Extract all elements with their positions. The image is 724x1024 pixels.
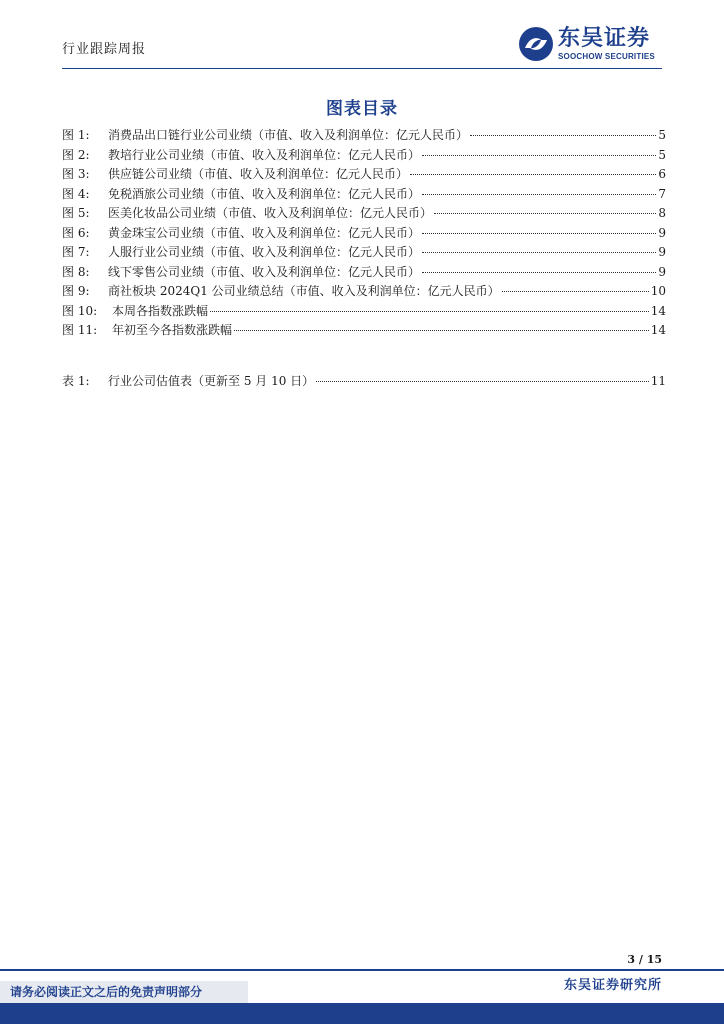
toc-entry-number: 图 11: [62, 323, 98, 337]
toc-entry-number: 图 4: [62, 186, 90, 201]
toc-entry-page: 5 [658, 128, 666, 142]
toc-leader-dots [422, 240, 656, 253]
toc-leader-dots [422, 143, 656, 156]
page-number: 3 / 15 [627, 953, 662, 966]
toc-entry-title: 教培行业公司业绩（市值、收入及利润单位：亿元人民币） [108, 147, 421, 162]
toc-entry-number: 图 6: [62, 225, 90, 240]
toc-entry-page: 10 [650, 284, 666, 298]
footer-bar [0, 1003, 724, 1024]
toc-entry-page: 14 [650, 323, 666, 337]
toc-leader-dots [470, 123, 656, 136]
toc-entry-number: 图 2: [62, 147, 90, 162]
toc-entry-figure-11[interactable] [62, 321, 666, 341]
toc-entry-page: 11 [650, 374, 666, 388]
toc-leader-dots [502, 279, 649, 292]
toc-entry-number: 图 1: [62, 128, 90, 142]
toc-leader-dots [434, 201, 656, 214]
toc-entry-number: 图 10: [62, 303, 98, 318]
toc-entry-page: 14 [650, 303, 666, 318]
toc-entry-title: 消费品出口链行业公司业绩（市值、收入及利润单位：亿元人民币） [108, 128, 469, 142]
toc-entry-number: 图 7: [62, 245, 90, 259]
toc-leader-dots [410, 162, 656, 175]
toc-leader-dots [210, 299, 649, 312]
toc-entry-title: 商社板块 2024Q1 公司业绩总结（市值、收入及利润单位：亿元人民币） [108, 284, 500, 298]
toc-entry-page: 9 [658, 264, 666, 279]
toc-entry-title: 黄金珠宝公司业绩（市值、收入及利润单位：亿元人民币） [108, 225, 421, 240]
report-type: 行业跟踪周报 [62, 42, 147, 57]
toc-leader-dots [316, 369, 649, 382]
toc-leader-dots [234, 318, 649, 331]
toc-entry-title: 本周各指数涨跌幅 [112, 303, 209, 318]
toc-entry-number: 图 5: [62, 206, 90, 220]
toc-entry-title: 医美化妆品公司业绩（市值、收入及利润单位：亿元人民币） [108, 206, 433, 220]
soochow-logo-icon [518, 26, 554, 62]
logo-english-name: SOOCHOW SECURITIES [558, 52, 655, 61]
header-divider [62, 68, 662, 69]
toc-entry-title: 年初至今各指数涨跌幅 [112, 323, 233, 337]
disclaimer-text: 请务必阅读正文之后的免责声明部分 [10, 985, 203, 999]
toc-entry-title: 行业公司估值表（更新至 5 月 10 日） [108, 374, 315, 388]
toc-entry-number: 图 9: [62, 284, 90, 298]
toc-entry-page: 9 [658, 245, 666, 259]
toc-entry-page: 9 [658, 225, 666, 240]
footer-organization: 东吴证券研究所 [563, 978, 662, 993]
company-logo [518, 26, 678, 64]
footer-divider [0, 969, 724, 971]
toc-leader-dots [422, 260, 656, 273]
figure-list [62, 126, 666, 341]
toc-entry-number: 表 1: [62, 374, 90, 388]
toc-entry-title: 免税酒旅公司业绩（市值、收入及利润单位：亿元人民币） [108, 186, 421, 201]
logo-chinese-name: 东吴证券 [558, 26, 651, 51]
toc-entry-page: 5 [658, 147, 666, 162]
toc-entry-table-1[interactable] [62, 372, 666, 392]
toc-entry-number: 图 8: [62, 264, 90, 279]
toc-leader-dots [422, 182, 656, 195]
toc-entry-page: 7 [658, 186, 666, 201]
toc-entry-page: 6 [658, 167, 666, 181]
toc-entry-title: 线下零售公司业绩（市值、收入及利润单位：亿元人民币） [108, 264, 421, 279]
toc-title: 图表目录 [326, 99, 398, 119]
toc-entry-page: 8 [658, 206, 666, 220]
table-list [62, 372, 666, 392]
disclaimer-box [0, 981, 248, 1003]
toc-entry-title: 供应链公司业绩（市值、收入及利润单位：亿元人民币） [108, 167, 409, 181]
toc-leader-dots [422, 221, 656, 234]
toc-entry-title: 人服行业公司业绩（市值、收入及利润单位：亿元人民币） [108, 245, 421, 259]
toc-entry-number: 图 3: [62, 167, 90, 181]
